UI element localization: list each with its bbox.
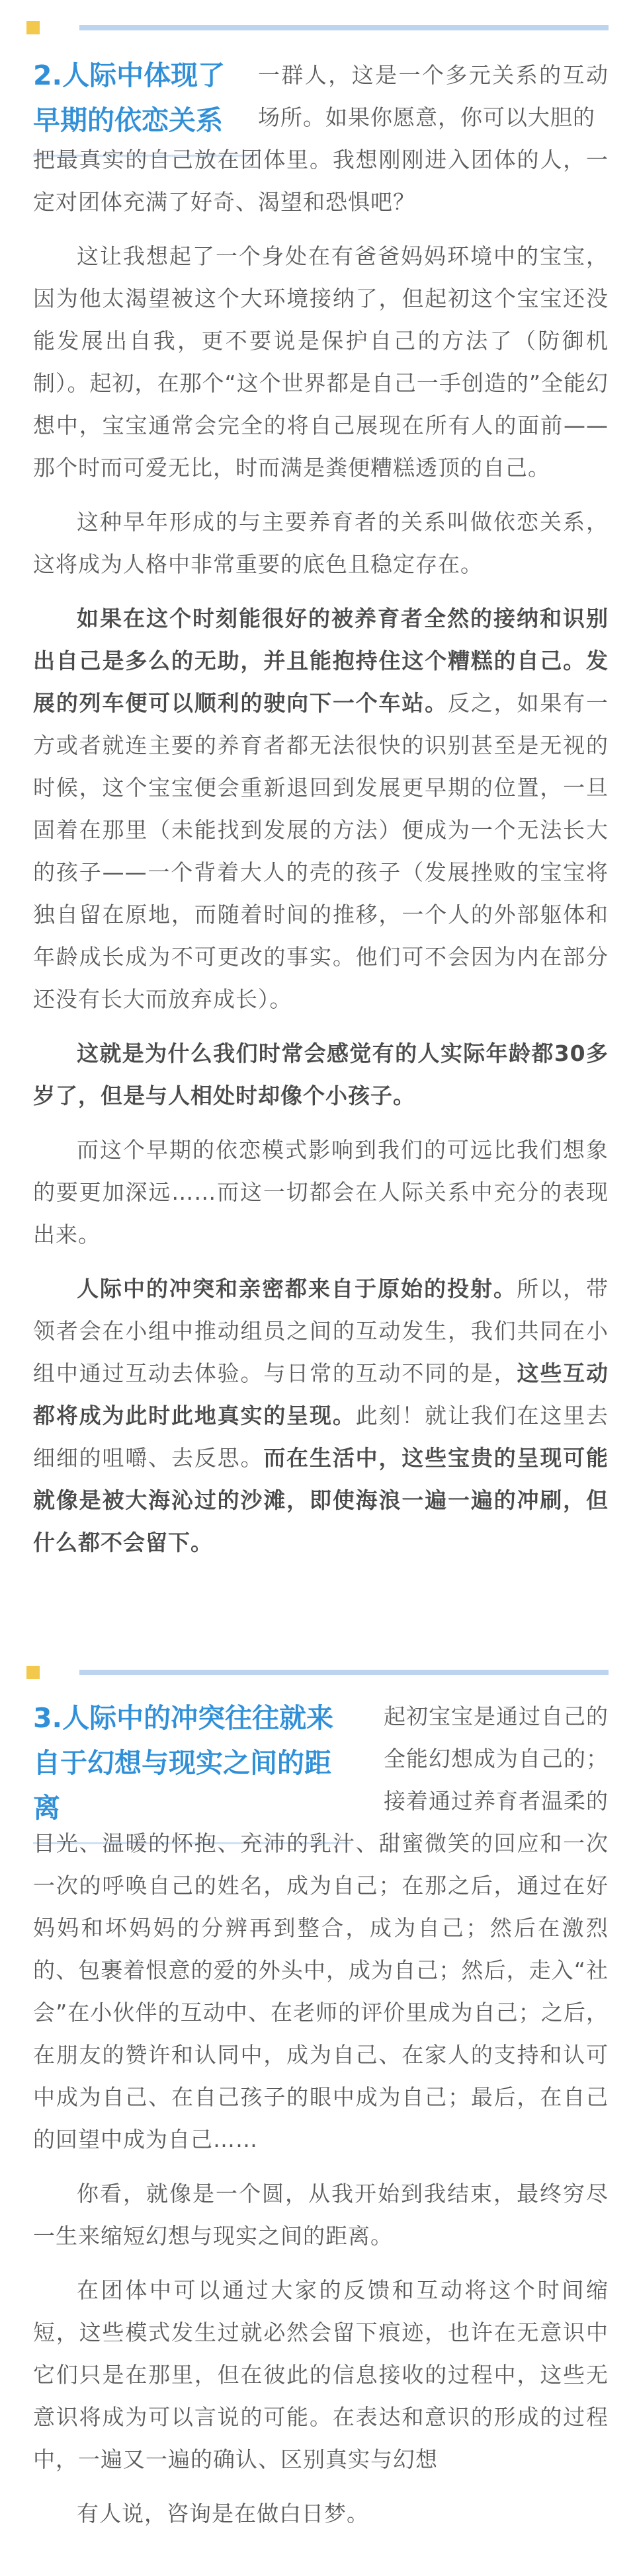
section-2-paragraph-4 (33, 1033, 609, 1117)
section-2-intro-first-lines (258, 54, 609, 139)
section-3-body (33, 1822, 609, 2547)
section-3-intro-clip (384, 1696, 609, 1822)
section-2-paragraph-3-bold: 如果在这个时刻能很好的被养育者全然的接纳和识别出自己是多么的无助，并且能抱持住这个糟糕的自己。发展的列车便可以顺利的驶向下一个车站。 (33, 605, 609, 716)
section-divider-bar (79, 1670, 609, 1675)
section-2-paragraph-3 (33, 598, 609, 1021)
section-2-paragraph-6-text-2: 此刻！就让我们在这里去细细的咀嚼、去反思。 (33, 1403, 609, 1471)
section-2-body (33, 139, 609, 1576)
section-3-intro-text: 起初宝宝是通过自己的全能幻想成为自己的；接着通过养育者温柔的 (384, 1703, 609, 1814)
section-2-paragraph-6-text-1: 所以，带领者会在小组中推动组员之间的互动发生，我们共同在小组中通过互动去体验。与日常的互动不同的是， (33, 1276, 609, 1386)
section-2-heading: 2.人际中体现了早期的依恋关系 (33, 59, 226, 136)
section-2-paragraph-6-bold-2: 这些互动都将成为此时此地真实的呈现。 (33, 1360, 609, 1428)
section-3-paragraph-1: 你看，就像是一个圆，从我开始到我结束，最终穷尽一生来缩短幻想与现实之间的距离。 (33, 2181, 609, 2249)
section-2-paragraph-2: 这种早年形成的与主要养育者的关系叫做依恋关系，这将成为人格中非常重要的底色且稳定存在。 (33, 509, 609, 577)
section-3-paragraph-3: 有人说，咨询是在做白日梦。 (77, 2501, 369, 2526)
section-2-intro-rest: 把最真实的自己放在团体里。我想刚刚进入团体的人，一定对团体充满了好奇、渴望和恐惧吧？ (33, 147, 609, 215)
section-marker-square (26, 1666, 40, 1679)
section-divider-bar (79, 25, 609, 30)
section-2-paragraph-5: 而这个早期的依恋模式影响到我们的可远比我们想象的要更加深远……而这一切都会在人际关系中充分的表现出来。 (33, 1137, 609, 1247)
section-3-heading: 3.人际中的冲突往往就来自于幻想与现实之间的距离 (33, 1702, 334, 1824)
section-3-intro-rest: 目光、温暖的怀抱、充沛的乳汁、甜蜜微笑的回应和一次一次的呼唤自己的姓名，成为自己；在那之后，通过在好妈妈和坏妈妈的分辨再到整合，成为自己；然后在激烈的、包裹着恨意的爱的外头中，成为自己；然后，走入“社会”在小伙伴的互动中、在老师的评价里成为自己；之后，在朋友的赞许和认同中，成为自己、在家人的支持和认可中成为自己、在自己孩子的眼中成为自己；最后，在自己的回望中成为自己…… (33, 1830, 609, 2152)
section-3-intro-first-lines (384, 1696, 609, 1822)
section-2-paragraph-6-bold-3: 而在生活中，这些宝贵的呈现可能就像是被大海沁过的沙滩，即使海浪一遍一遍的冲刷，但什么都不会留下。 (33, 1445, 609, 1555)
section-2-intro-text: 一群人，这是一个多元关系的互动场所。如果你愿意，你可以大胆的 (258, 62, 609, 130)
section-2-paragraph-3-text: 反之，如果有一方或者就连主要的养育者都无法很快的识别甚至是无视的时候，这个宝宝便会重新退回到发展更早期的位置，一旦固着在那里（未能找到发展的方法）便成为一个无法长大的孩子——一个背着大人的壳的孩子（发展挫败的宝宝将独自留在原地，而随着时间的推移，一个人的外部躯体和年龄成长成为不可更改的事实。他们可不会因为内在部分还没有长大而放弃成长）。 (33, 690, 609, 1012)
section-marker-square (26, 21, 40, 34)
section-2-paragraph-6-bold-1: 人际中的冲突和亲密都来自于原始的投射。 (77, 1276, 517, 1302)
section-2-paragraph-6 (33, 1268, 609, 1564)
section-3-paragraph-2: 在团体中可以通过大家的反馈和互动将这个时间缩短，这些模式发生过就必然会留下痕迹，也许在无意识中它们只是在那里，但在彼此的信息接收的过程中，这些无意识将成为可以言说的可能。在表达和意识的形成的过程中，一遍又一遍的确认、区别真实与幻想 (33, 2277, 609, 2472)
section-2-paragraph-4-bold: 这就是为什么我们时常会感觉有的人实际年龄都30多岁了，但是与人相处时却像个小孩子。 (33, 1040, 609, 1109)
section-2-intro-clip (258, 54, 609, 139)
section-2-paragraph-1: 这让我想起了一个身处在有爸爸妈妈环境中的宝宝，因为他太渴望被这个大环境接纳了，但起初这个宝宝还没能发展出自我，更不要说是保护自己的方法了（防御机制）。起初，在那个“这个世界都是自己一手创造的”全能幻想中，宝宝通常会完全的将自己展现在所有人的面前——那个时而可爱无比，时而满是粪便糟糕透顶的自己。 (33, 243, 609, 481)
